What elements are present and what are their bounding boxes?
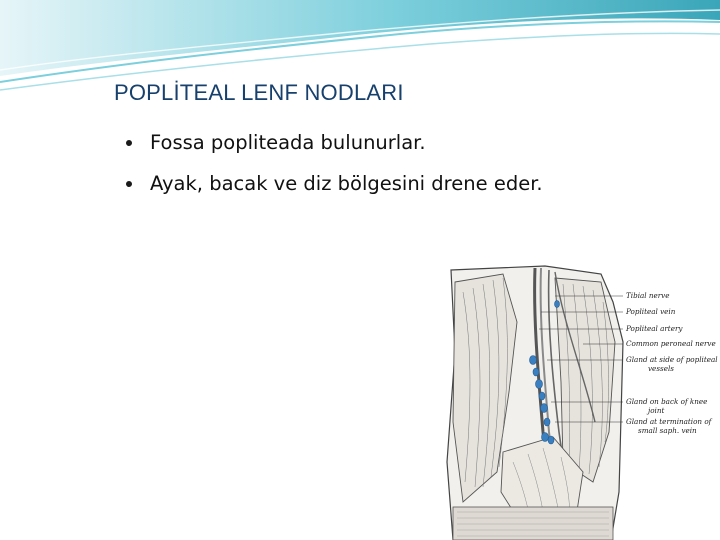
bullet-text: Ayak, bacak ve diz bölgesini drene eder. — [150, 172, 543, 195]
label-common-peroneal-nerve: Common peroneal nerve — [626, 339, 716, 348]
label-tibial-nerve: Tibial nerve — [626, 291, 670, 300]
bullet-icon — [126, 140, 132, 146]
bullet-list — [124, 130, 543, 212]
label-gland-side-popliteal-2: vessels — [648, 364, 674, 373]
label-gland-side-popliteal: Gland at side of popliteal — [626, 355, 718, 364]
label-gland-back-knee-2: joint — [648, 406, 665, 415]
bullet-icon — [126, 181, 132, 187]
label-gland-termination-2: small saph. vein — [638, 426, 697, 435]
label-popliteal-artery: Popliteal artery — [626, 324, 683, 333]
bullet-item — [124, 171, 543, 197]
label-gland-back-knee: Gland on back of knee — [626, 397, 708, 406]
slide-title: POPLİTEAL LENF NODLARI — [114, 80, 404, 105]
bullet-item — [124, 130, 543, 156]
bullet-text: Fossa popliteada bulunurlar. — [150, 131, 426, 154]
popliteal-anatomy-illustration — [443, 262, 720, 540]
label-gland-termination: Gland at termination of — [626, 417, 712, 426]
label-popliteal-vein: Popliteal vein — [626, 307, 676, 316]
